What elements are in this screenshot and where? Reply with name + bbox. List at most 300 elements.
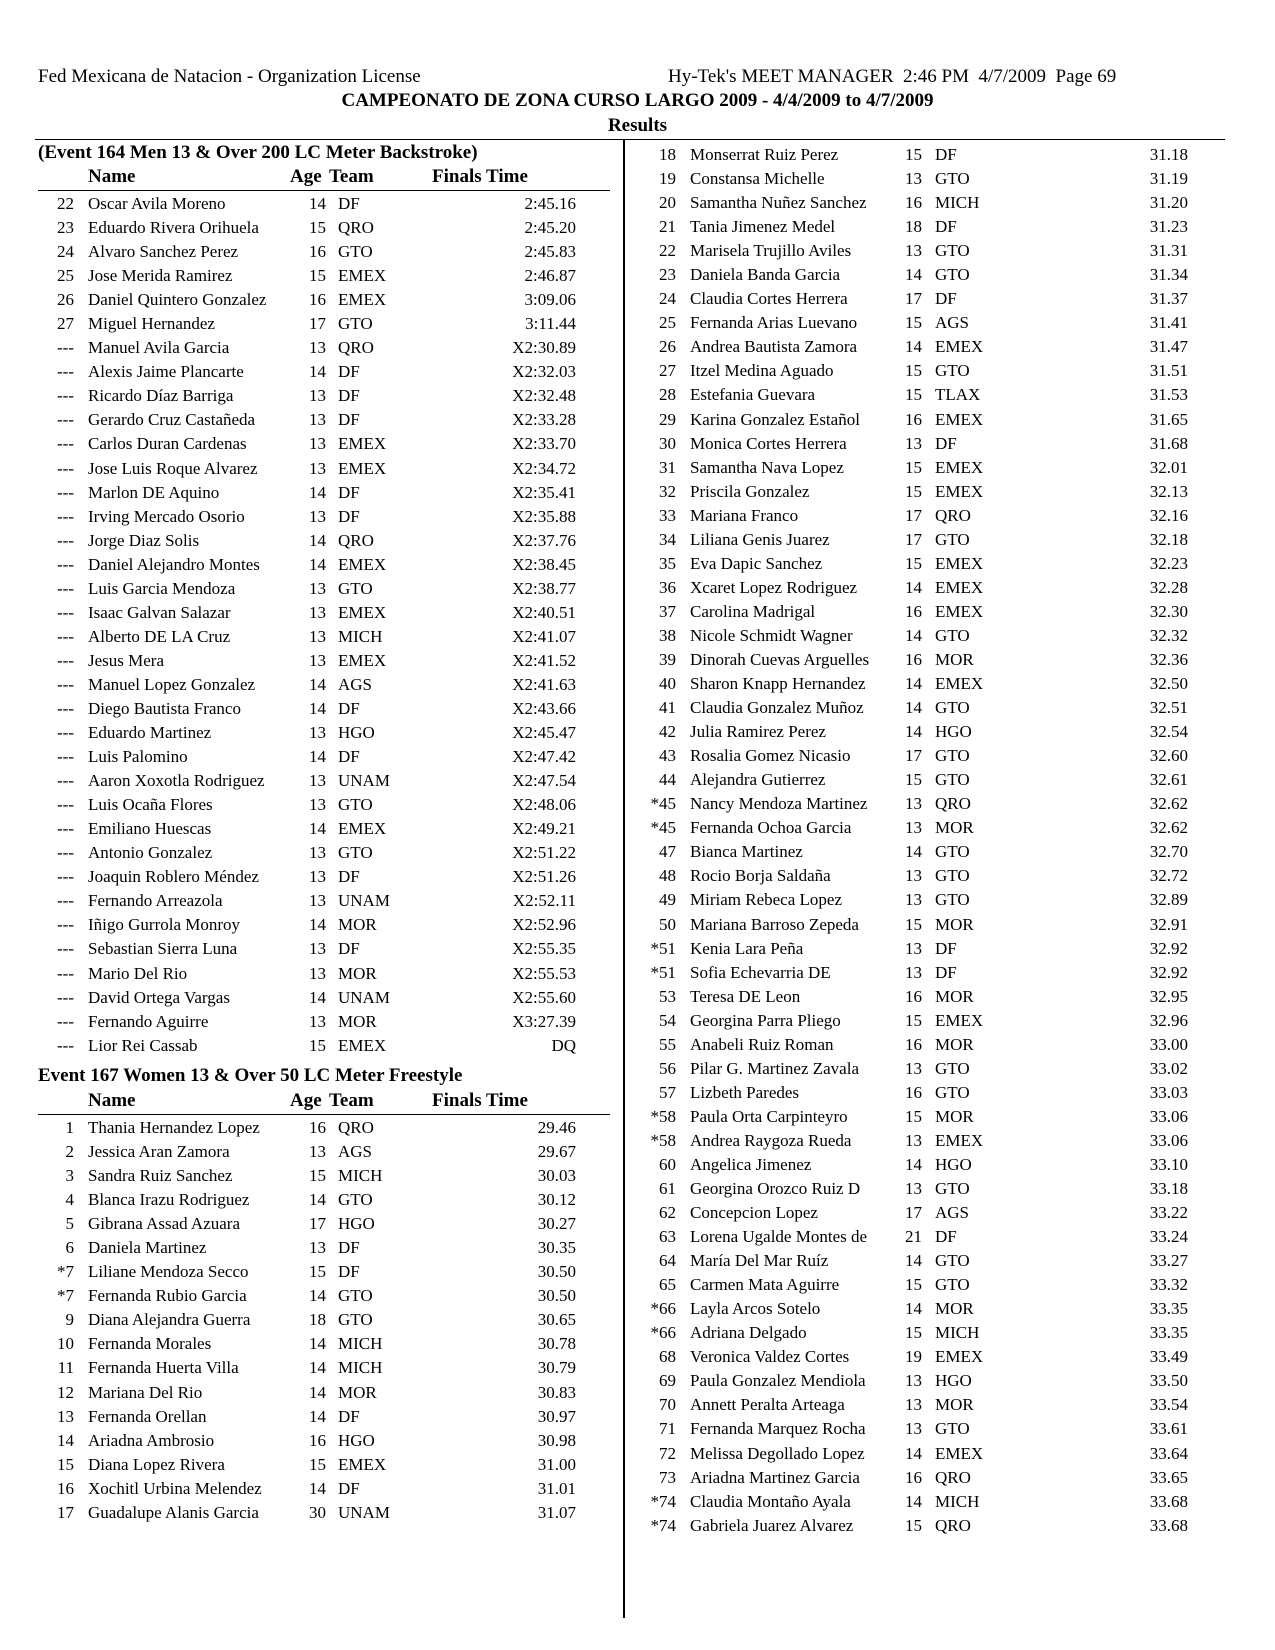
swimmer-name-cell: Liliane Mendoza Secco	[88, 1262, 249, 1282]
team-cell: DF	[338, 506, 360, 526]
swimmer-name-cell: Alberto DE LA Cruz	[88, 626, 231, 646]
place-cell: ---	[57, 795, 74, 815]
result-row	[630, 359, 1230, 383]
event-167-results-left	[38, 1116, 618, 1525]
finals-time-cell: 33.50	[1149, 1371, 1188, 1391]
swimmer-name-cell: Samantha Nava Lopez	[690, 457, 844, 477]
age-cell: 21	[905, 1227, 922, 1247]
age-cell: 15	[309, 1454, 326, 1474]
age-cell: 14	[905, 1299, 922, 1319]
swimmer-name-cell: Carlos Duran Cardenas	[88, 434, 247, 454]
event-167-title: Event 167 Women 13 & Over 50 LC Meter Freestyle	[38, 1065, 463, 1086]
swimmer-name-cell: Lorena Ugalde Montes de	[690, 1227, 868, 1247]
result-row	[630, 383, 1230, 407]
swimmer-name-cell: Iñigo Gurrola Monroy	[88, 915, 241, 935]
place-cell: 22	[659, 241, 676, 261]
team-cell: MICH	[338, 626, 383, 646]
result-row	[630, 672, 1230, 696]
swimmer-name-cell: Gabriela Juarez Alvarez	[690, 1515, 854, 1535]
place-cell: 70	[659, 1395, 676, 1415]
finals-time-cell: 29.46	[537, 1118, 576, 1137]
team-cell: GTO	[935, 1058, 970, 1078]
finals-time-cell: X2:40.51	[512, 602, 576, 622]
team-cell: GTO	[935, 529, 970, 549]
finals-time-cell: 2:45.83	[524, 242, 576, 262]
place-cell: 26	[659, 337, 676, 357]
finals-time-column-header: Finals Time	[432, 1090, 528, 1111]
swimmer-name-cell: Fernanda Huerta Villa	[88, 1358, 239, 1378]
team-cell: DF	[338, 1406, 360, 1426]
age-cell: 13	[905, 962, 922, 982]
age-cell: 14	[309, 1382, 326, 1402]
swimmer-name-cell: Marlon DE Aquino	[88, 482, 220, 502]
place-cell: 12	[57, 1382, 74, 1402]
swimmer-name-cell: Joaquin Roblero Méndez	[88, 867, 259, 887]
age-cell: 13	[309, 506, 326, 526]
result-row	[38, 1453, 618, 1477]
place-cell: 27	[659, 361, 676, 381]
finals-time-cell: X2:45.47	[512, 723, 576, 743]
swimmer-name-cell: Sebastian Sierra Luna	[88, 939, 238, 959]
place-cell: *51	[650, 938, 676, 958]
team-cell: DF	[338, 867, 360, 887]
team-cell: UNAM	[338, 891, 390, 911]
team-cell: EMEX	[935, 481, 984, 501]
place-cell: ---	[57, 939, 74, 959]
place-cell: *74	[650, 1491, 676, 1511]
swimmer-name-cell: Angelica Jimenez	[690, 1154, 812, 1174]
age-cell: 17	[905, 505, 922, 525]
result-row	[630, 1417, 1230, 1441]
finals-time-cell: X2:38.45	[512, 554, 576, 574]
result-row	[38, 1236, 618, 1260]
result-row	[38, 1429, 618, 1453]
result-row	[630, 840, 1230, 864]
team-cell: GTO	[338, 843, 373, 863]
age-cell: 14	[905, 577, 922, 597]
team-cell: GTO	[338, 314, 373, 334]
swimmer-name-cell: Antonio Gonzalez	[88, 843, 213, 863]
result-row	[38, 336, 618, 360]
place-cell: 32	[659, 481, 676, 501]
result-row	[38, 288, 618, 312]
age-cell: 15	[309, 1035, 326, 1055]
result-row	[630, 1105, 1230, 1129]
place-cell: 21	[659, 217, 676, 237]
meet-title: CAMPEONATO DE ZONA CURSO LARGO 2009 - 4/4/2009 to 4/7/2009	[341, 90, 934, 111]
place-cell: ---	[57, 1011, 74, 1031]
finals-time-cell: 33.00	[1149, 1034, 1188, 1054]
team-cell: MOR	[935, 986, 974, 1006]
age-cell: 17	[309, 1214, 326, 1234]
team-cell: EMEX	[338, 650, 387, 670]
place-cell: 50	[659, 914, 676, 934]
finals-time-cell: 33.61	[1149, 1419, 1188, 1439]
age-cell: 13	[905, 433, 922, 453]
age-cell: 30	[309, 1502, 326, 1522]
age-cell: 13	[309, 434, 326, 454]
result-row	[630, 1466, 1230, 1490]
swimmer-name-cell: Nancy Mendoza Martinez	[690, 794, 868, 814]
swimmer-name-cell: Emiliano Huescas	[88, 819, 212, 839]
team-cell: GTO	[935, 866, 970, 886]
age-cell: 13	[309, 843, 326, 863]
team-cell: GTO	[935, 1179, 970, 1199]
age-cell: 14	[905, 337, 922, 357]
age-column-header: Age	[290, 166, 322, 187]
finals-time-cell: 32.23	[1149, 553, 1188, 573]
finals-time-column-header: Finals Time	[432, 166, 528, 187]
result-row	[38, 697, 618, 721]
result-row	[630, 792, 1230, 816]
result-row	[38, 937, 618, 961]
age-cell: 13	[309, 723, 326, 743]
result-row	[630, 864, 1230, 888]
result-row	[630, 1201, 1230, 1225]
age-cell: 17	[905, 289, 922, 309]
finals-time-cell: X2:47.54	[512, 771, 576, 791]
swimmer-name-cell: Eva Dapic Sanchez	[690, 553, 823, 573]
result-row	[630, 744, 1230, 768]
result-row	[630, 456, 1230, 480]
age-cell: 13	[309, 410, 326, 430]
result-row	[630, 1129, 1230, 1153]
result-row	[630, 913, 1230, 937]
finals-time-cell: X2:51.26	[512, 867, 576, 887]
age-cell: 17	[905, 746, 922, 766]
place-cell: ---	[57, 410, 74, 430]
result-row	[38, 1164, 618, 1188]
team-cell: HGO	[338, 1430, 375, 1450]
place-cell: 28	[659, 385, 676, 405]
age-cell: 14	[905, 1251, 922, 1271]
place-cell: ---	[57, 867, 74, 887]
swimmer-name-cell: Alvaro Sanchez Perez	[88, 242, 239, 262]
result-row	[630, 1321, 1230, 1345]
age-cell: 16	[309, 1430, 326, 1450]
finals-time-cell: X2:55.53	[512, 963, 576, 983]
age-cell: 16	[905, 986, 922, 1006]
swimmer-name-cell: Fernanda Marquez Rocha	[690, 1419, 866, 1439]
swimmer-name-cell: Jesus Mera	[88, 650, 165, 670]
swimmer-name-cell: Luis Garcia Mendoza	[88, 578, 236, 598]
place-cell: 3	[65, 1166, 74, 1186]
finals-time-cell: 32.60	[1149, 746, 1188, 766]
place-cell: 25	[57, 266, 74, 286]
finals-time-cell: 32.92	[1149, 962, 1188, 982]
swimmer-name-cell: Thania Hernandez Lopez	[88, 1118, 260, 1137]
swimmer-name-cell: Lior Rei Cassab	[88, 1035, 198, 1055]
swimmer-name-cell: Jose Merida Ramirez	[88, 266, 233, 286]
swimmer-name-cell: Dinorah Cuevas Arguelles	[690, 649, 870, 669]
result-row	[38, 240, 618, 264]
team-cell: DF	[338, 1478, 360, 1498]
finals-time-cell: 31.23	[1149, 217, 1188, 237]
team-cell: DF	[935, 217, 957, 237]
team-cell: DF	[935, 289, 957, 309]
team-cell: EMEX	[338, 554, 387, 574]
age-cell: 16	[905, 409, 922, 429]
result-row	[630, 504, 1230, 528]
team-cell: MICH	[338, 1166, 383, 1186]
team-cell: DF	[935, 1227, 957, 1247]
age-cell: 14	[905, 698, 922, 718]
result-row	[38, 841, 618, 865]
team-cell: HGO	[338, 1214, 375, 1234]
swimmer-name-cell: Layla Arcos Sotelo	[690, 1299, 821, 1319]
age-cell: 13	[309, 795, 326, 815]
finals-time-cell: 33.27	[1149, 1251, 1188, 1271]
result-row	[38, 817, 618, 841]
age-cell: 17	[309, 314, 326, 334]
place-cell: ---	[57, 482, 74, 502]
result-row	[38, 889, 618, 913]
result-row	[38, 1010, 618, 1034]
finals-time-cell: X2:41.63	[512, 674, 576, 694]
event-164-header-rule	[38, 190, 610, 191]
age-cell: 13	[309, 650, 326, 670]
swimmer-name-cell: Itzel Medina Aguado	[690, 361, 834, 381]
place-cell: 23	[659, 265, 676, 285]
team-cell: EMEX	[935, 1443, 984, 1463]
finals-time-cell: 32.92	[1149, 938, 1188, 958]
result-row	[630, 432, 1230, 456]
place-cell: ---	[57, 819, 74, 839]
result-row	[38, 986, 618, 1010]
swimmer-name-cell: Concepcion Lopez	[690, 1203, 818, 1223]
team-cell: MOR	[338, 915, 377, 935]
place-cell: 62	[659, 1203, 676, 1223]
swimmer-name-cell: Nicole Schmidt Wagner	[690, 625, 853, 645]
team-cell: EMEX	[338, 1454, 387, 1474]
age-cell: 15	[905, 313, 922, 333]
team-cell: EMEX	[338, 434, 387, 454]
result-row	[38, 1381, 618, 1405]
team-cell: GTO	[935, 1251, 970, 1271]
finals-time-cell: 33.22	[1149, 1203, 1188, 1223]
result-row	[38, 649, 618, 673]
place-cell: 47	[659, 842, 676, 862]
swimmer-name-cell: Ariadna Ambrosio	[88, 1430, 215, 1450]
swimmer-name-cell: Rocio Borja Saldaña	[690, 866, 831, 886]
result-row	[630, 1249, 1230, 1273]
result-row	[630, 768, 1230, 792]
age-cell: 13	[309, 458, 326, 478]
place-cell: 14	[57, 1430, 74, 1450]
result-row	[630, 287, 1230, 311]
finals-time-cell: 32.32	[1149, 625, 1188, 645]
swimmer-name-cell: David Ortega Vargas	[88, 987, 230, 1007]
finals-time-cell: 33.64	[1149, 1443, 1188, 1463]
age-cell: 14	[309, 674, 326, 694]
age-cell: 15	[905, 914, 922, 934]
swimmer-name-cell: Diego Bautista Franco	[88, 698, 241, 718]
result-row	[630, 1393, 1230, 1417]
finals-time-cell: 3:09.06	[524, 290, 576, 310]
finals-time-cell: 30.65	[537, 1310, 576, 1330]
swimmer-name-cell: Jose Luis Roque Alvarez	[88, 458, 258, 478]
place-cell: ---	[57, 674, 74, 694]
finals-time-cell: 31.41	[1149, 313, 1188, 333]
finals-time-cell: 32.30	[1149, 601, 1188, 621]
finals-time-cell: 33.10	[1149, 1154, 1188, 1174]
result-row	[38, 673, 618, 697]
team-cell: EMEX	[338, 266, 387, 286]
result-row	[38, 505, 618, 529]
place-cell: 17	[57, 1502, 74, 1522]
place-cell: ---	[57, 434, 74, 454]
finals-time-cell: 31.18	[1149, 145, 1188, 164]
place-cell: 42	[659, 722, 676, 742]
swimmer-name-cell: Monserrat Ruiz Perez	[690, 145, 839, 164]
finals-time-cell: 33.32	[1149, 1275, 1188, 1295]
place-cell: *58	[650, 1106, 676, 1126]
age-cell: 13	[905, 169, 922, 189]
finals-time-cell: 32.70	[1149, 842, 1188, 862]
finals-time-cell: 2:46.87	[524, 266, 576, 286]
swimmer-name-cell: Teresa DE Leon	[690, 986, 801, 1006]
place-cell: ---	[57, 723, 74, 743]
place-cell: 1	[65, 1118, 74, 1137]
place-cell: ---	[57, 843, 74, 863]
team-cell: MICH	[935, 1323, 980, 1343]
finals-time-cell: 33.06	[1149, 1106, 1188, 1126]
result-row	[630, 239, 1230, 263]
finals-time-cell: X2:55.35	[512, 939, 576, 959]
team-cell: DF	[338, 362, 360, 382]
place-cell: 30	[659, 433, 676, 453]
age-cell: 13	[309, 386, 326, 406]
finals-time-cell: 30.98	[537, 1430, 576, 1450]
place-cell: 61	[659, 1179, 676, 1199]
result-row	[630, 1177, 1230, 1201]
place-cell: ---	[57, 891, 74, 911]
finals-time-cell: 31.47	[1149, 337, 1188, 357]
age-cell: 16	[905, 1082, 922, 1102]
place-cell: 24	[57, 242, 74, 262]
team-cell: GTO	[935, 265, 970, 285]
finals-time-cell: 31.34	[1149, 265, 1188, 285]
place-cell: ---	[57, 987, 74, 1007]
result-row	[630, 528, 1230, 552]
age-cell: 13	[309, 867, 326, 887]
result-row	[630, 143, 1230, 167]
age-cell: 13	[905, 241, 922, 261]
place-cell: ---	[57, 698, 74, 718]
team-cell: DF	[338, 747, 360, 767]
team-cell: HGO	[935, 1371, 972, 1391]
finals-time-cell: X2:32.48	[512, 386, 576, 406]
team-cell: EMEX	[935, 601, 984, 621]
place-cell: 11	[57, 1358, 74, 1378]
finals-time-cell: 31.20	[1149, 193, 1188, 213]
finals-time-cell: X2:52.11	[512, 891, 576, 911]
finals-time-cell: 32.01	[1149, 457, 1188, 477]
age-cell: 14	[309, 1358, 326, 1378]
team-cell: GTO	[935, 1082, 970, 1102]
swimmer-name-cell: Samantha Nuñez Sanchez	[690, 193, 867, 213]
result-row	[630, 1369, 1230, 1393]
software-header: Hy-Tek's MEET MANAGER 2:46 PM 4/7/2009 Page 69	[668, 66, 1117, 87]
finals-time-cell: X3:27.39	[512, 1011, 576, 1031]
team-column-header: Team	[329, 166, 374, 187]
team-cell: MICH	[935, 1491, 980, 1511]
finals-time-cell: 31.68	[1149, 433, 1188, 453]
place-cell: 56	[659, 1058, 676, 1078]
finals-time-cell: DQ	[551, 1035, 576, 1055]
age-cell: 14	[309, 194, 326, 213]
age-cell: 13	[905, 866, 922, 886]
column-divider	[623, 140, 625, 1618]
age-cell: 14	[309, 747, 326, 767]
age-cell: 16	[309, 242, 326, 262]
result-row	[630, 888, 1230, 912]
place-cell: 48	[659, 866, 676, 886]
swimmer-name-cell: Claudia Montaño Ayala	[690, 1491, 851, 1511]
age-cell: 14	[309, 698, 326, 718]
result-row	[630, 1345, 1230, 1369]
swimmer-name-cell: Manuel Avila Garcia	[88, 338, 230, 358]
result-row	[630, 985, 1230, 1009]
age-cell: 14	[309, 1478, 326, 1498]
age-cell: 14	[309, 915, 326, 935]
swimmer-name-cell: Adriana Delgado	[690, 1323, 807, 1343]
swimmer-name-cell: Guadalupe Alanis Garcia	[88, 1502, 259, 1522]
organization-header: Fed Mexicana de Natacion - Organization License	[38, 66, 421, 87]
team-cell: MOR	[338, 963, 377, 983]
team-cell: DF	[338, 410, 360, 430]
finals-time-cell: X2:35.88	[512, 506, 576, 526]
age-cell: 13	[905, 1179, 922, 1199]
finals-time-cell: X2:52.96	[512, 915, 576, 935]
finals-time-cell: 32.54	[1149, 722, 1188, 742]
result-row	[630, 1273, 1230, 1297]
result-row	[630, 335, 1230, 359]
age-cell: 15	[309, 218, 326, 238]
team-cell: AGS	[338, 674, 373, 694]
name-column-header: Name	[88, 1090, 136, 1111]
swimmer-name-cell: Ricardo Díaz Barriga	[88, 386, 234, 406]
finals-time-cell: X2:38.77	[512, 578, 576, 598]
swimmer-name-cell: Daniela Martinez	[88, 1238, 207, 1258]
team-cell: DF	[338, 1262, 360, 1282]
place-cell: *58	[650, 1130, 676, 1150]
team-cell: GTO	[935, 770, 970, 790]
swimmer-name-cell: Constansa Michelle	[690, 169, 825, 189]
place-cell: 15	[57, 1454, 74, 1474]
result-row	[38, 745, 618, 769]
finals-time-cell: 31.53	[1149, 385, 1188, 405]
age-cell: 13	[309, 939, 326, 959]
result-row	[38, 865, 618, 889]
age-cell: 16	[905, 601, 922, 621]
team-cell: GTO	[338, 578, 373, 598]
place-cell: *66	[650, 1299, 676, 1319]
age-cell: 13	[309, 1142, 326, 1162]
place-cell: 44	[659, 770, 676, 790]
result-row	[630, 1153, 1230, 1177]
age-cell: 15	[309, 1262, 326, 1282]
finals-time-cell: 32.36	[1149, 649, 1188, 669]
finals-time-cell: 32.51	[1149, 698, 1188, 718]
place-cell: ---	[57, 747, 74, 767]
team-cell: GTO	[338, 1190, 373, 1210]
finals-time-cell: 32.28	[1149, 577, 1188, 597]
swimmer-name-cell: Paula Orta Carpinteyro	[690, 1106, 848, 1126]
result-row	[38, 312, 618, 336]
team-cell: EMEX	[935, 457, 984, 477]
result-row	[630, 937, 1230, 961]
